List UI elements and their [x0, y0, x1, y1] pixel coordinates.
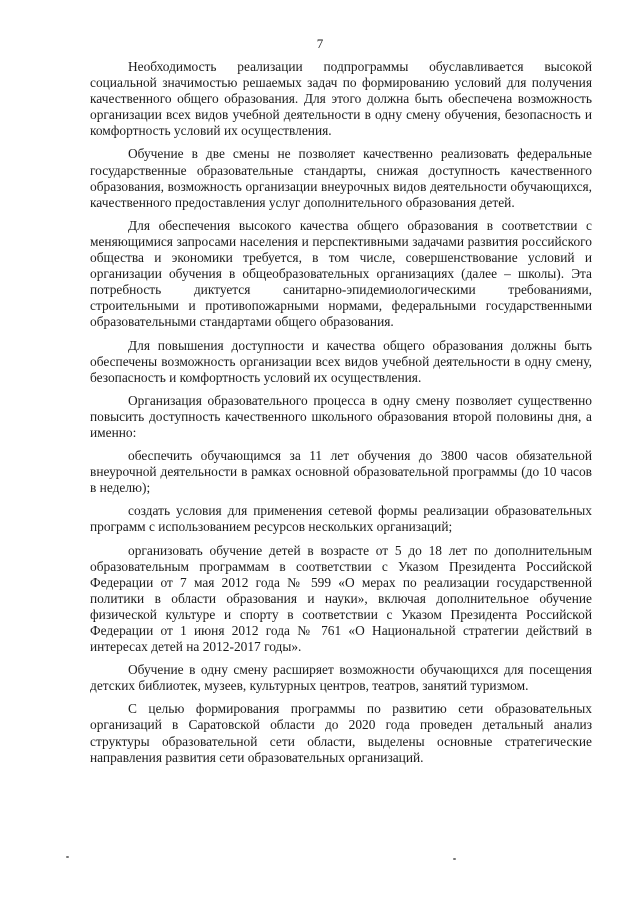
- paragraph-accessibility: Для повышения доступности и качества общего образования должны быть обеспечены возможность организации всех видов учебной деятельности в одну смену, безопасность и комфортность условий их осуществления.: [90, 337, 592, 385]
- paragraph-subprogram-necessity: Необходимость реализации подпрограммы обуславливается высокой социальной значимостью решаемых задач по формированию условий для получения качественного общего образования. Для этого должна быть обеспечена возможность организации всех видов учебной деятельности в одну смену обучения, безопасность и комфортность условий их осуществления.: [90, 59, 592, 139]
- page-number: 7: [316, 36, 324, 51]
- paragraph-two-shift-problem: Обучение в две смены не позволяет качественно реализовать федеральные государственные образовательные стандарты, снижая доступность качественного образования, возможность организации внеурочных видов деятельности обучающихся, качественного предоставления услуг дополнительного образования детей.: [90, 146, 592, 210]
- paragraph-network-form: создать условия для применения сетевой формы реализации образовательных программ с использованием ресурсов нескольких организаций;: [90, 503, 592, 535]
- paragraph-one-shift-organization: Организация образовательного процесса в одну смену позволяет существенно повысить доступность качественного школьного образования второй половины дня, а именно:: [90, 392, 592, 440]
- paragraph-one-shift-benefits: Обучение в одну смену расширяет возможности обучающихся для посещения детских библиотек, музеев, культурных центров, театров, занятий туризмом.: [90, 662, 592, 694]
- document-body: [90, 59, 592, 773]
- scan-speck: [66, 856, 69, 858]
- paragraph-quality-requirements: Для обеспечения высокого качества общего образования в соответствии с меняющимися запросами населения и перспективными задачами развития российского общества и экономики требуется, в том числе, совершенствование условий и организации обучения в общеобразовательных организациях (далее – школы). Эта потребность диктуется санитарно-эпидемиологическими требованиями, строительными и противопожарными нормами, федеральными государственными образовательными стандартами общего образования.: [90, 217, 592, 330]
- scan-speck: [453, 858, 456, 860]
- paragraph-additional-education: организовать обучение детей в возрасте от 5 до 18 лет по дополнительным образовательным программам в соответствии с Указом Президента Российской Федерации от 7 мая 2012 года № 599 «О мерах по реализации государственной политики в области образования и науки», включая дополнительное обучение физической культуре и спорту в соответствии с Указом Президента Российской Федерации от 1 июня 2012 года № 761 «О Национальной стратегии действий в интересах детей на 2012-2017 годы».: [90, 542, 592, 655]
- paragraph-network-analysis: С целью формирования программы по развитию сети образовательных организаций в Саратовской области до 2020 года проведен детальный анализ структуры образовательной сети области, выделены основные стратегические направления развития сети образовательных организаций.: [90, 701, 592, 765]
- paragraph-extracurricular-hours: обеспечить обучающимся за 11 лет обучения до 3800 часов обязательной внеурочной деятельности в рамках основной образовательной программы (до 10 часов в неделю);: [90, 448, 592, 496]
